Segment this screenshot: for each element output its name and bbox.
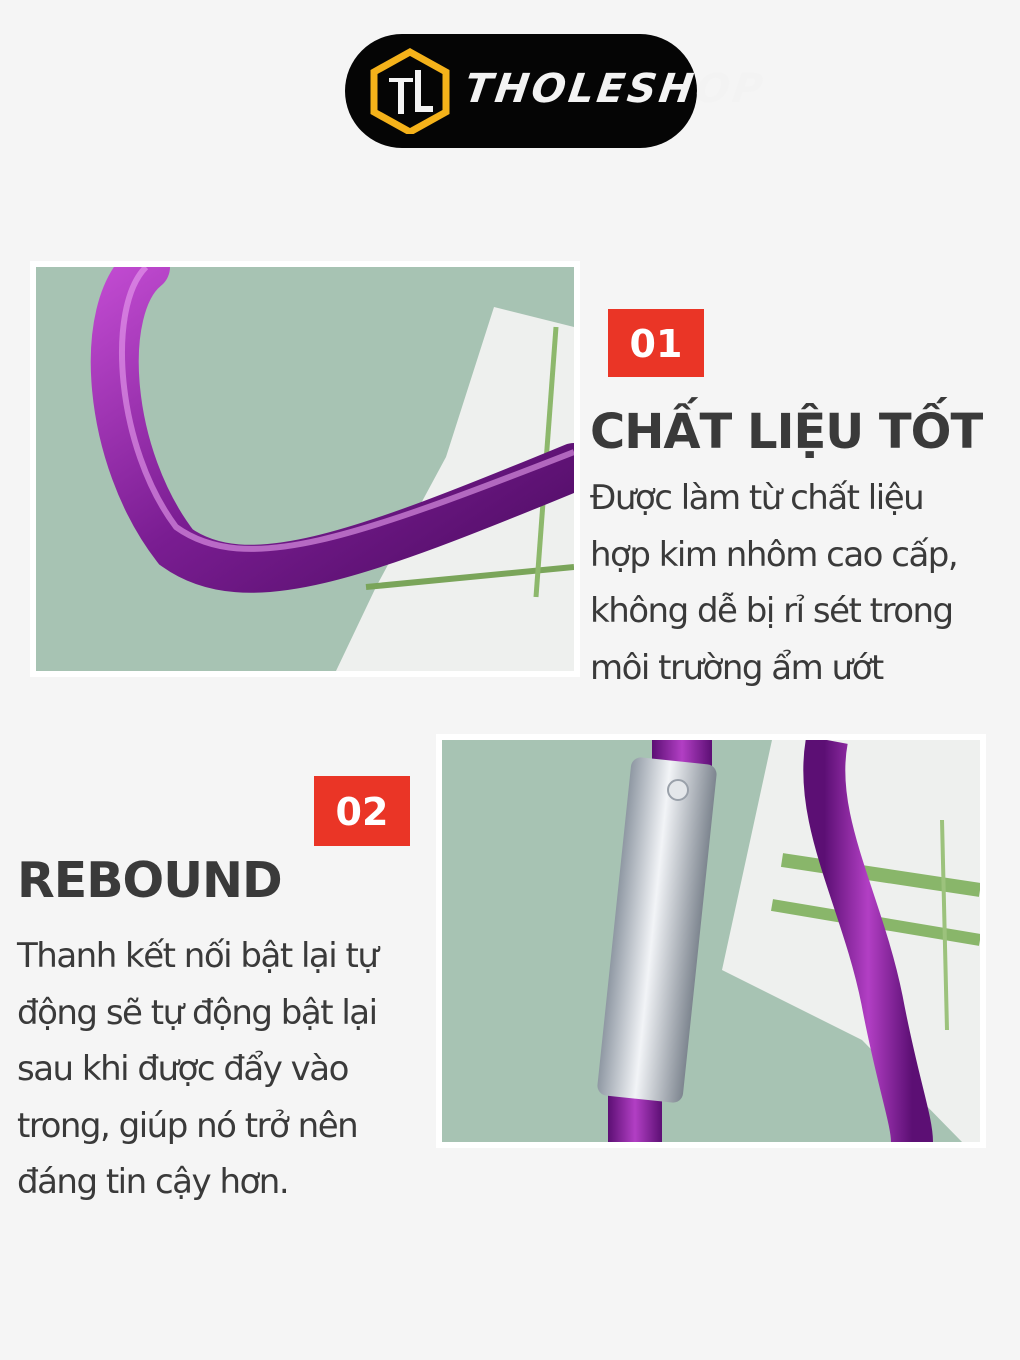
feature-description: [590, 470, 957, 696]
feature-title: CHẤT LIỆU TỐT: [590, 404, 983, 460]
brand-logo-badge: [345, 34, 769, 148]
description-line: động sẽ tự động bật lại: [17, 992, 377, 1033]
description-line: Được làm từ chất liệu: [590, 478, 924, 518]
description-line: môi trường ẩm ướt: [590, 647, 883, 688]
feature-title: REBOUND: [17, 852, 282, 909]
hexagon-logo-icon: [367, 48, 453, 134]
description-line: Thanh kết nối bật lại tự: [17, 936, 378, 976]
feature-number-badge: 01: [608, 309, 704, 377]
feature-description: [17, 928, 377, 1211]
product-photo-carabiner-curve: [30, 261, 580, 677]
product-photo-carabiner-gate: [436, 734, 986, 1148]
brand-name: THOLESHOP: [461, 66, 769, 112]
description-line: hợp kim nhôm cao cấp,: [590, 534, 958, 575]
description-line: đáng tin cậy hơn.: [17, 1162, 289, 1202]
description-line: sau khi được đẩy vào: [17, 1049, 348, 1089]
feature-number-badge: 02: [314, 776, 410, 846]
description-line: không dễ bị rỉ sét trong: [590, 591, 953, 631]
description-line: trong, giúp nó trở nên: [17, 1105, 358, 1146]
